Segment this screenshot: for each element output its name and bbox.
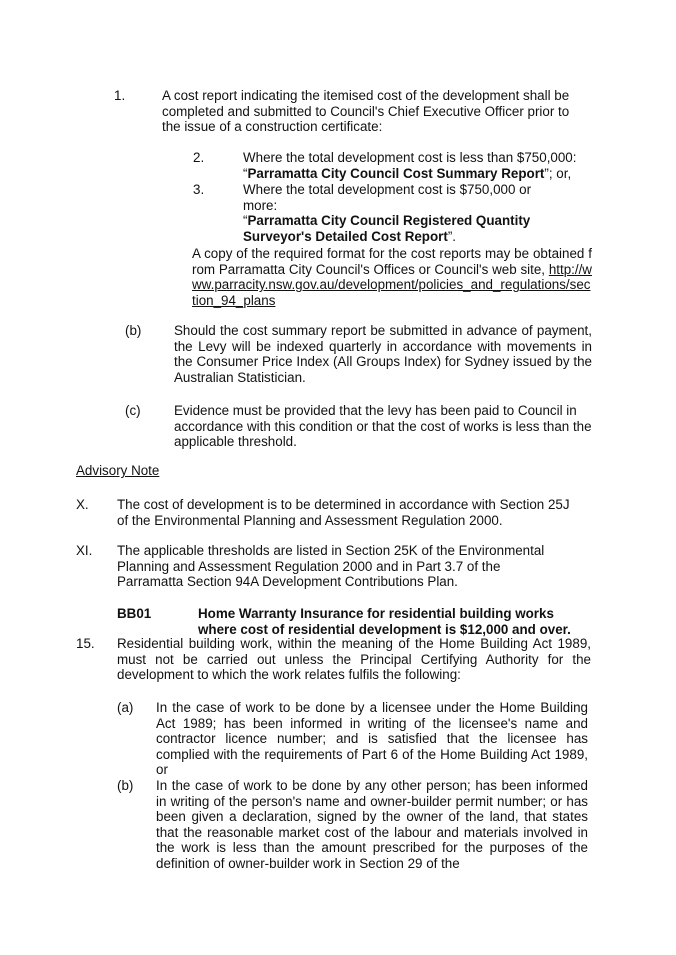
item-2-text <box>243 150 603 181</box>
note-x-label: X. <box>76 497 89 512</box>
item-3-report-name: Parramatta City Council Registered Quantity Surveyor's Detailed Cost Report <box>243 213 531 244</box>
para-b-label: (b) <box>125 323 142 338</box>
sub-b-label: (b) <box>117 778 134 793</box>
para-b-text: Should the cost summary report be submitted in advance of payment, the Levy will be indexed quarterly in accordance with movements in the Consumer Price Index (All Groups Index) for Sydney issued by the Australian Statistician. <box>174 323 592 385</box>
item-3-tail: ”. <box>447 228 457 244</box>
note-xi-text: The applicable thresholds are listed in Section 25K of the Environmental Planning and Assessment Regulation 2000 and in Part 3.7 of the Parramatta Section 94A Development Contributions Plan. <box>117 543 545 590</box>
sub-a-label: (a) <box>117 700 134 715</box>
condition-15-number: 15. <box>76 636 95 651</box>
item-3-number: 3. <box>193 182 205 197</box>
bb01-title: Home Warranty Insurance for residential building works where cost of residential development is $12,000 and over. <box>198 606 571 637</box>
para-c-label: (c) <box>125 403 141 418</box>
note-xi-label: XI. <box>76 543 93 558</box>
item-2-condition: Where the total development cost is less than $750,000: <box>243 150 577 165</box>
item-1-text: A cost report indicating the itemised cost of the development shall be completed and submitted to Council's Chief Executive Officer prior to the issue of a construction certificate: <box>162 88 570 135</box>
item-2-report-name: Parramatta City Council Cost Summary Report <box>247 165 545 181</box>
section-94-plans-link[interactable]: http://www.parracity.nsw.gov.au/development/policies_and_regulations/section_94_plans <box>192 261 592 308</box>
bb01-code: BB01 <box>117 606 152 621</box>
item-3-quote-open: “ <box>243 213 248 229</box>
copy-note-text: A copy of the required format for the cost reports may be obtained from Parramatta City Council's Offices or Council's web site, <box>192 246 592 277</box>
item-3-report <box>243 213 563 244</box>
item-2-quote-open: “ <box>243 165 248 181</box>
condition-15-text: Residential building work, within the meaning of the Home Building Act 1989, must not be carried out unless the Principal Certifying Authority for the development to which the work relates fulfils the following: <box>117 636 591 683</box>
item-2-tail: ”; or, <box>544 165 572 181</box>
sub-b-text: In the case of work to be done by any other person; has been informed in writing of the person's name and owner-builder permit number; or has been given a declaration, signed by the owner of the land, that states that the reasonable market cost of the labour and materials involved in the work is less than the amount prescribed for the purposes of the definition of owner-builder work in Section 29 of the <box>156 778 588 871</box>
item-2-number: 2. <box>193 150 205 165</box>
note-x-text: The cost of development is to be determined in accordance with Section 25J of the Environmental Planning and Assessment Regulation 2000. <box>117 497 570 528</box>
item-1-number: 1. <box>114 88 126 103</box>
advisory-note-heading: Advisory Note <box>76 463 160 478</box>
item-3-text <box>243 182 563 244</box>
sub-a-text: In the case of work to be done by a licensee under the Home Building Act 1989; has been informed in writing of the licensee's name and contractor licence number; and is satisfied that the licensee has complied with the requirements of Part 6 of the Home Building Act 1989, or <box>156 700 588 778</box>
para-c-text: Evidence must be provided that the levy has been paid to Council in accordance with this condition or that the cost of works is less than the applicable threshold. <box>174 403 592 450</box>
item-2-report <box>243 166 603 182</box>
item-3-condition: Where the total development cost is $750,000 or more: <box>243 182 532 213</box>
cost-report-copy-note <box>192 246 592 308</box>
